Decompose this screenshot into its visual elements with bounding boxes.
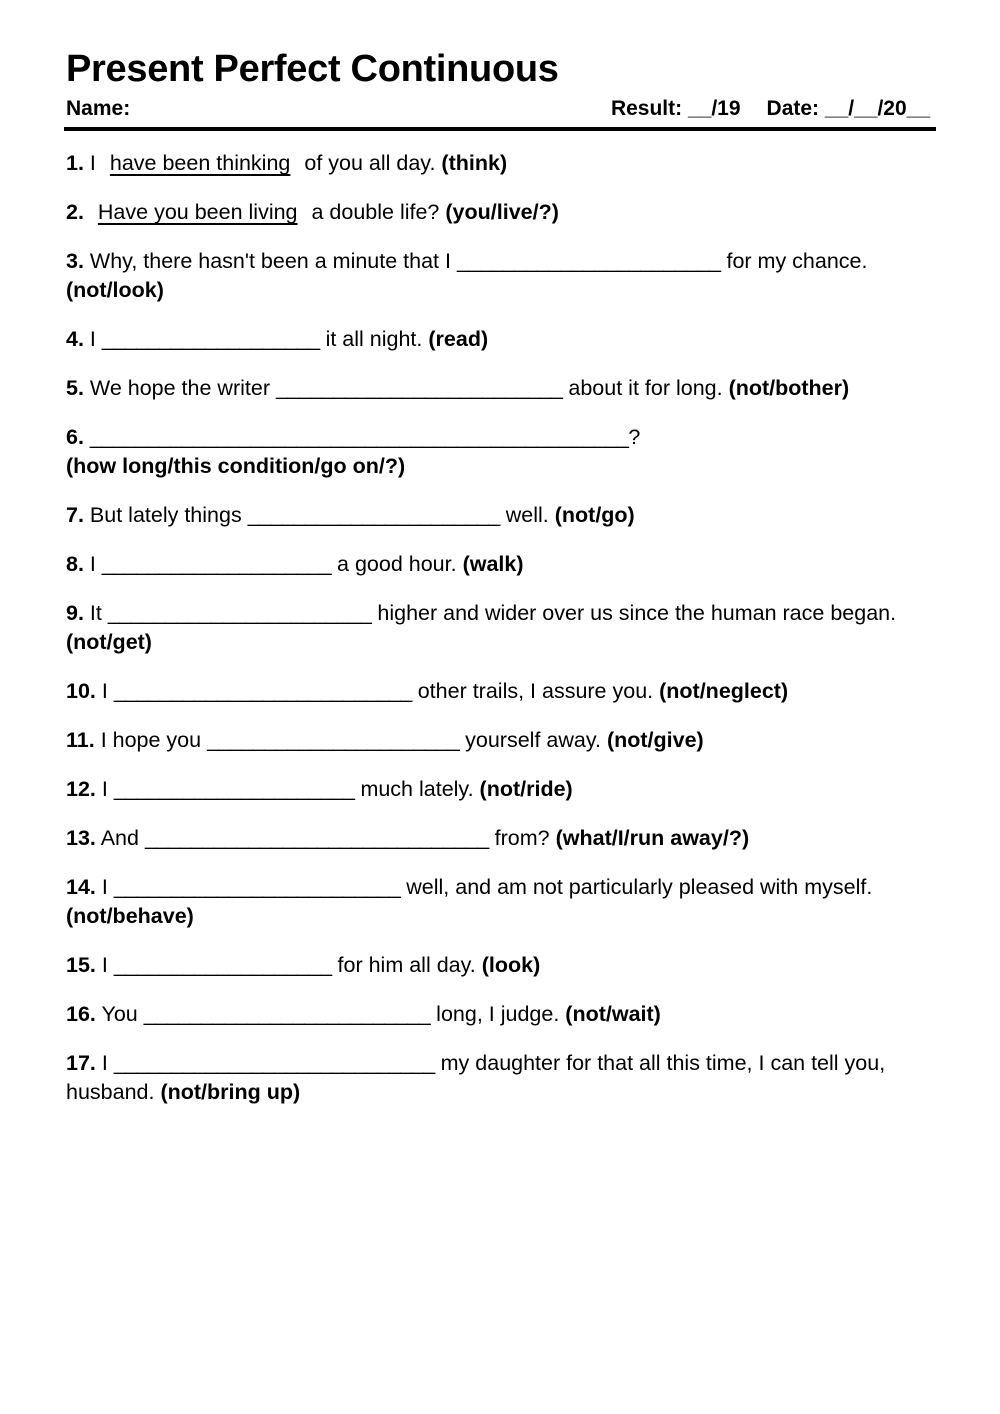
question-text-after: well, and am not particularly pleased with myself. <box>406 875 873 900</box>
verb-cue: (read) <box>428 327 489 352</box>
question-number: 7. <box>66 503 84 528</box>
question-text-before: I <box>89 327 96 352</box>
answer-blank[interactable]: _________________________ <box>143 1002 431 1027</box>
question-item <box>66 247 938 305</box>
answer-blank[interactable]: ___________________ <box>101 327 320 352</box>
date-field[interactable] <box>767 97 930 121</box>
question-number: 2. <box>66 200 84 225</box>
question-number: 11. <box>66 728 95 753</box>
question-number: 15. <box>66 953 96 978</box>
verb-cue: (not/get) <box>66 630 152 655</box>
question-text-before: I hope you <box>100 728 202 753</box>
name-label: Name: <box>66 97 131 120</box>
question-text-after: for my chance. <box>726 249 868 274</box>
question-item <box>66 501 938 530</box>
verb-cue: (think) <box>441 151 508 175</box>
question-text-after: a good hour. <box>337 552 457 577</box>
verb-cue: (what/I/run away/?) <box>555 826 750 851</box>
verb-cue: (not/wait) <box>565 1002 661 1027</box>
question-item <box>66 423 938 481</box>
verb-cue: (how long/this condition/go on/?) <box>66 454 406 479</box>
answer-blank[interactable]: ______________________ <box>247 503 500 528</box>
question-item <box>66 1049 938 1107</box>
question-text-before: I <box>101 679 108 704</box>
question-text-after: ? <box>628 425 641 450</box>
question-item <box>66 726 938 755</box>
name-field[interactable] <box>66 97 130 121</box>
question-item <box>66 149 938 178</box>
question-text-after: for him all day. <box>337 953 476 978</box>
question-number: 14. <box>66 875 96 900</box>
question-text-after: much lately. <box>360 777 474 802</box>
verb-cue: (not/go) <box>554 503 635 528</box>
answer-blank[interactable]: _________________________ <box>275 376 563 401</box>
verb-cue: (not/give) <box>606 728 704 753</box>
question-number: 12. <box>66 777 96 802</box>
date-value: __/__/20__ <box>824 97 930 120</box>
question-item <box>66 775 938 804</box>
question-number: 3. <box>66 249 84 274</box>
answer-blank[interactable]: ______________________________ <box>144 826 489 851</box>
question-number: 16. <box>66 1002 96 1027</box>
question-number: 17. <box>66 1051 96 1076</box>
date-label: Date: <box>766 97 820 120</box>
question-text-before: I <box>89 552 96 577</box>
verb-cue: (not/behave) <box>66 904 194 929</box>
question-number: 9. <box>66 601 84 626</box>
question-item <box>66 1000 938 1029</box>
question-text-after: it all night. <box>325 327 423 352</box>
verb-cue: (not/neglect) <box>659 679 789 704</box>
question-text-before: I <box>89 151 96 175</box>
answer-blank[interactable]: have been thinking <box>109 151 291 175</box>
answer-blank[interactable]: _______________________ <box>456 249 721 274</box>
question-item <box>66 873 938 931</box>
question-text-before: It <box>89 601 102 626</box>
question-text-after: yourself away. <box>465 728 601 753</box>
answer-blank[interactable]: _________________________ <box>113 875 401 900</box>
question-item <box>66 198 938 227</box>
verb-cue: (not/bother) <box>728 376 850 401</box>
worksheet-meta <box>66 97 934 127</box>
answer-blank[interactable]: _______________________ <box>107 601 372 626</box>
verb-cue: (not/look) <box>66 278 164 303</box>
question-text-after: about it for long. <box>568 376 723 401</box>
question-text-after: long, I judge. <box>436 1002 560 1027</box>
verb-cue: (not/bring up) <box>160 1080 301 1105</box>
question-item <box>66 677 938 706</box>
verb-cue: (you/live/?) <box>445 200 559 225</box>
question-text-before: I <box>101 953 108 978</box>
header-divider <box>64 127 936 131</box>
question-number: 13. <box>66 826 96 851</box>
answer-blank[interactable]: ____________________________ <box>113 1051 435 1076</box>
question-text-after: my daughter for that all this time, I can tell you, husband. <box>66 1051 886 1105</box>
answer-blank[interactable]: _______________________________________________ <box>89 425 629 450</box>
question-text-before: You <box>101 1002 138 1027</box>
question-text-before: I <box>101 777 108 802</box>
result-label: Result: <box>610 97 683 120</box>
question-text-before: We hope the writer <box>89 376 270 401</box>
answer-blank[interactable]: ___________________ <box>113 953 332 978</box>
question-text-after: higher and wider over us since the human race began. <box>377 601 897 626</box>
question-number: 5. <box>66 376 84 401</box>
question-text-before: Why, there hasn't been a minute that I <box>89 249 451 274</box>
verb-cue: (walk) <box>462 552 524 577</box>
page-title: Present Perfect Continuous <box>66 48 559 90</box>
question-number: 4. <box>66 327 84 352</box>
verb-cue: (look) <box>481 953 541 978</box>
question-text-after: from? <box>494 826 550 851</box>
question-item <box>66 550 938 579</box>
answer-blank[interactable]: ____________________ <box>101 552 332 577</box>
question-text-after: other trails, I assure you. <box>417 679 654 704</box>
question-text-after: a double life? <box>311 200 440 225</box>
question-text-before: I <box>101 875 108 900</box>
question-item <box>66 374 938 403</box>
question-text-after: well. <box>505 503 549 528</box>
answer-blank[interactable]: _____________________ <box>113 777 355 802</box>
question-number: 1. <box>66 151 84 175</box>
result-field[interactable] <box>611 97 741 121</box>
question-number: 10. <box>66 679 96 704</box>
question-text-before: But lately things <box>89 503 242 528</box>
question-item <box>66 951 938 980</box>
question-text-before: I <box>101 1051 108 1076</box>
question-item <box>66 599 938 657</box>
answer-blank[interactable]: Have you been living <box>97 200 298 225</box>
question-number: 6. <box>66 425 84 450</box>
answer-blank[interactable]: __________________________ <box>113 679 412 704</box>
result-value: __/19 <box>687 97 741 120</box>
question-item <box>66 325 938 354</box>
question-text-before: And <box>100 826 139 851</box>
question-number: 8. <box>66 552 84 577</box>
verb-cue: (not/ride) <box>479 777 573 802</box>
answer-blank[interactable]: ______________________ <box>207 728 460 753</box>
question-text-after: of you all day. <box>304 151 436 175</box>
question-item <box>66 824 938 853</box>
